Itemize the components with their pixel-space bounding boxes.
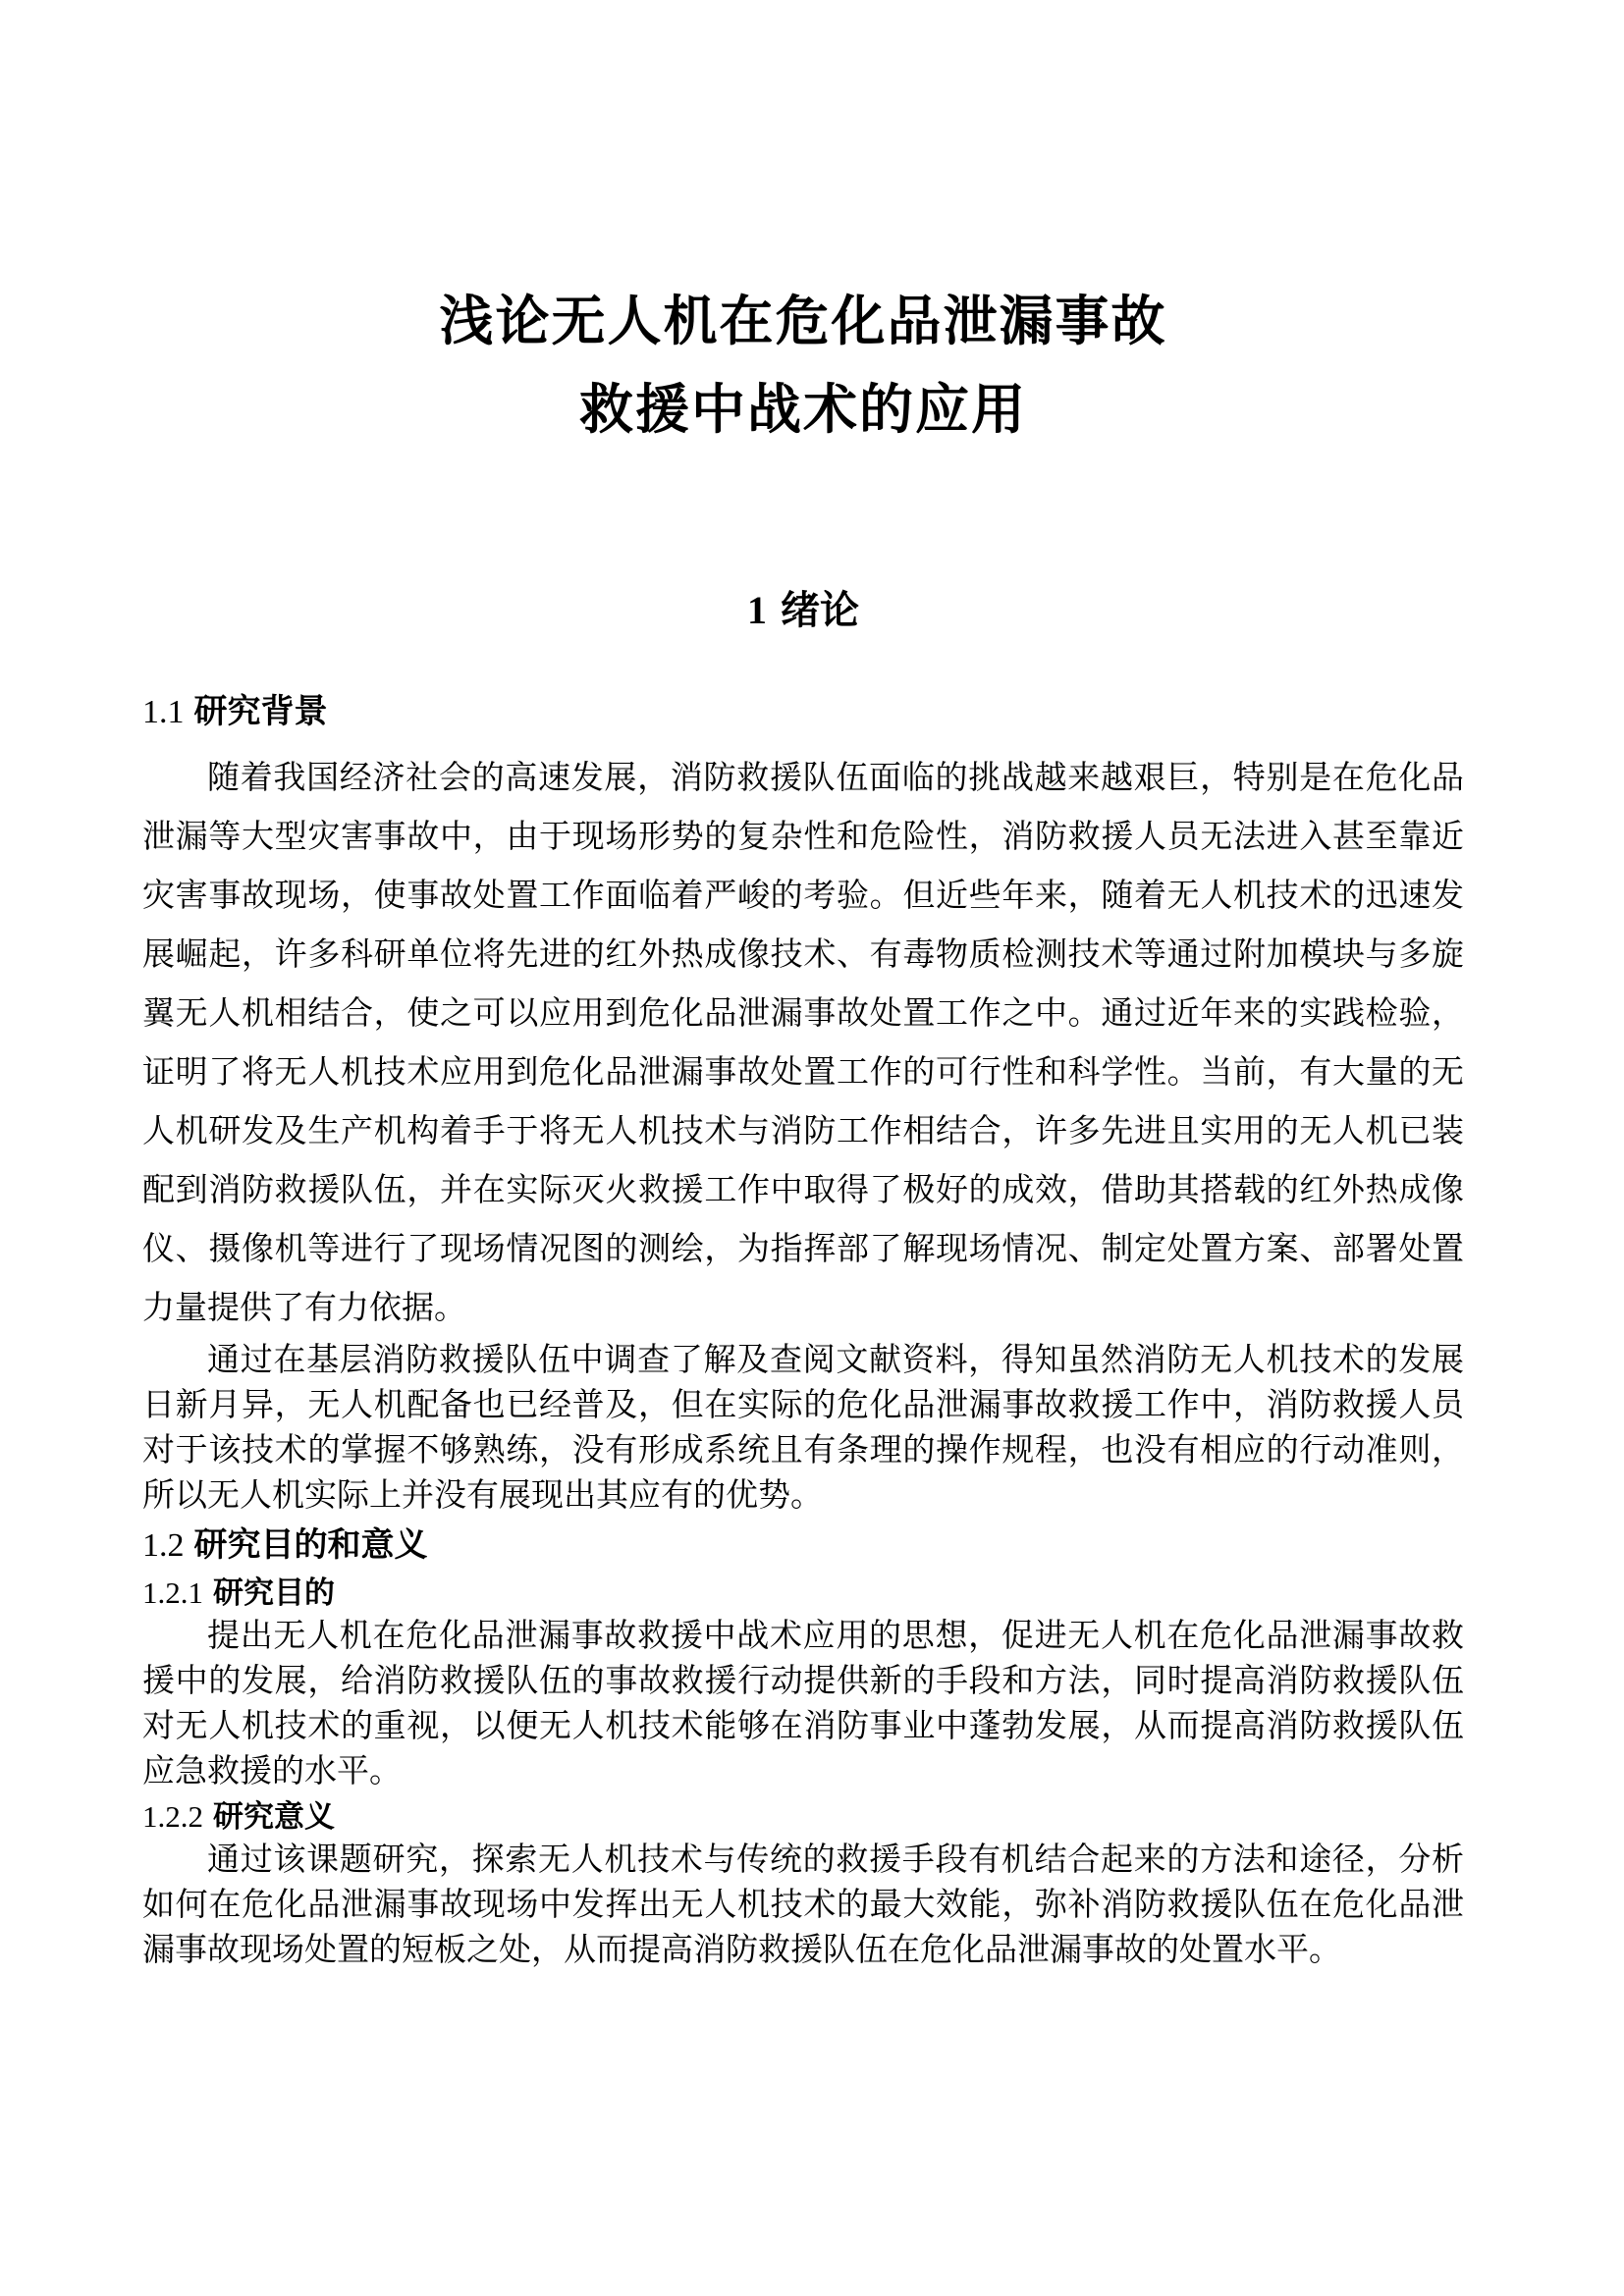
title-line-2: 救援中战术的应用 <box>578 379 1027 440</box>
section-1-1-number: 1.1 <box>142 694 185 730</box>
chapter-title: 绪论 <box>781 589 859 632</box>
section-1-2-2-title: 研究意义 <box>213 1799 335 1834</box>
section-heading-1-1 <box>142 689 1464 735</box>
section-1-2-2-number: 1.2.2 <box>142 1799 203 1834</box>
section-1-1-paragraph-2: 通过在基层消防救援队伍中调查了解及查阅文献资料，得知虽然消防无人机技术的发展日新月异，无人机配备也已经普及，但在实际的危化品泄漏事故救援工作中，消防救援人员对于该技术的掌握不够熟练，没有形成系统且有条理的操作规程，也没有相应的行动准则，所以无人机实际上并没有展现出其应有的优势。 <box>142 1343 1464 1514</box>
title-line-1: 浅论无人机在危化品泄漏事故 <box>439 291 1167 351</box>
section-1-2-1-paragraph: 提出无人机在危化品泄漏事故救援中战术应用的思想，促进无人机在危化品泄漏事故救援中的发展，给消防救援队伍的事故救援行动提供新的手段和方法，同时提高消防救援队伍对无人机技术的重视，以便无人机技术能够在消防事业中蓬勃发展，从而提高消防救援队伍应急救援的水平。 <box>142 1619 1464 1789</box>
chapter-number: 1 <box>747 588 767 632</box>
document-title <box>142 0 1464 454</box>
section-1-2-1-title: 研究目的 <box>213 1575 335 1610</box>
section-1-2-1-number: 1.2.1 <box>142 1575 203 1610</box>
section-1-2-2-paragraph: 通过该课题研究，探索无人机技术与传统的救援手段有机结合起来的方法和途径，分析如何在危化品泄漏事故现场中发挥出无人机技术的最大效能，弥补消防救援队伍在危化品泄漏事故现场处置的短板之处，从而提高消防救援队伍在危化品泄漏事故的处置水平。 <box>142 1842 1464 1968</box>
section-heading-1-2-2 <box>142 1796 1464 1838</box>
section-heading-1-2 <box>142 1522 1464 1569</box>
section-1-1-title: 研究背景 <box>193 693 328 730</box>
section-1-1-paragraph-1: 随着我国经济社会的高速发展，消防救援队伍面临的挑战越来越艰巨，特别是在危化品泄漏等大型灾害事故中，由于现场形势的复杂性和危险性，消防救援人员无法进入甚至靠近灾害事故现场，使事故处置工作面临着严峻的考验。但近些年来，随着无人机技术的迅速发展崛起，许多科研单位将先进的红外热成像技术、有毒物质检测技术等通过附加模块与多旋翼无人机相结合，使之可以应用到危化品泄漏事故处置工作之中。通过近年来的实践检验，证明了将无人机技术应用到危化品泄漏事故处置工作的可行性和科学性。当前，有大量的无人机研发及生产机构着手于将无人机技术与消防工作相结合，许多先进且实用的无人机已装配到消防救援队伍，并在实际灭火救援工作中取得了极好的成效，借助其搭载的红外热成像仪、摄像机等进行了现场情况图的测绘，为指挥部了解现场情况、制定处置方案、部署处置力量提供了有力依据。 <box>142 761 1464 1326</box>
chapter-heading <box>142 583 1464 638</box>
section-1-2-number: 1.2 <box>142 1527 185 1564</box>
section-1-2-title: 研究目的和意义 <box>193 1526 428 1564</box>
section-heading-1-2-1 <box>142 1573 1464 1614</box>
